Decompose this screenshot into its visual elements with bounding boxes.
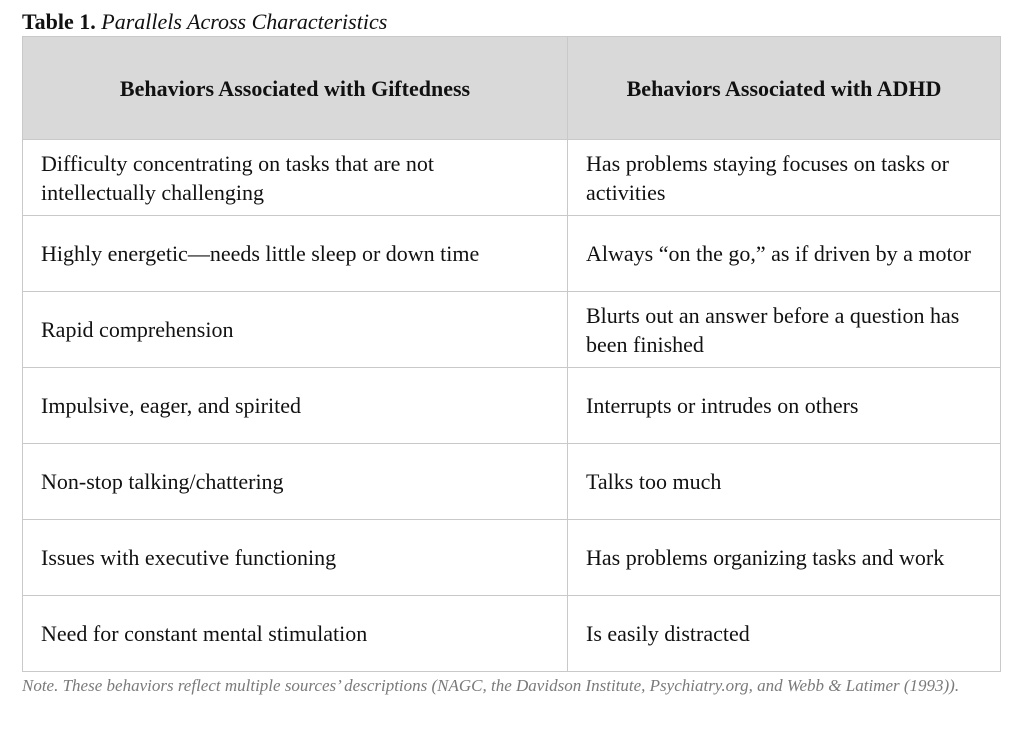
adhd-cell: Interrupts or intrudes on others [568, 368, 1001, 444]
adhd-cell: Blurts out an answer before a question has been finished [568, 292, 1001, 368]
table-row [23, 444, 1001, 520]
table-title: Parallels Across Characteristics [101, 9, 388, 34]
table-row [23, 140, 1001, 216]
header-adhd: Behaviors Associated with ADHD [568, 37, 1001, 140]
giftedness-cell: Impulsive, eager, and spirited [23, 368, 568, 444]
adhd-cell: Has problems staying focuses on tasks or activities [568, 140, 1001, 216]
table-caption [22, 8, 387, 36]
table-row [23, 292, 1001, 368]
table-row [23, 596, 1001, 672]
adhd-cell: Is easily distracted [568, 596, 1001, 672]
adhd-cell: Always “on the go,” as if driven by a motor [568, 216, 1001, 292]
giftedness-cell: Difficulty concentrating on tasks that are not intellectually challenging [23, 140, 568, 216]
table-row [23, 520, 1001, 596]
giftedness-cell: Issues with executive functioning [23, 520, 568, 596]
table-number: Table 1. [22, 9, 96, 34]
giftedness-cell: Non-stop talking/chattering [23, 444, 568, 520]
table-row [23, 368, 1001, 444]
adhd-cell: Talks too much [568, 444, 1001, 520]
header-giftedness: Behaviors Associated with Giftedness [23, 37, 568, 140]
table-header-row [23, 37, 1001, 140]
giftedness-cell: Rapid comprehension [23, 292, 568, 368]
table-note: Note. These behaviors reflect multiple sources’ descriptions (NAGC, the Davidson Institute, Psychiatry.org, and Webb & Latimer (1993)). [22, 676, 960, 695]
table-row [23, 216, 1001, 292]
giftedness-cell: Highly energetic—needs little sleep or down time [23, 216, 568, 292]
parallels-table [22, 36, 1001, 672]
adhd-cell: Has problems organizing tasks and work [568, 520, 1001, 596]
giftedness-cell: Need for constant mental stimulation [23, 596, 568, 672]
